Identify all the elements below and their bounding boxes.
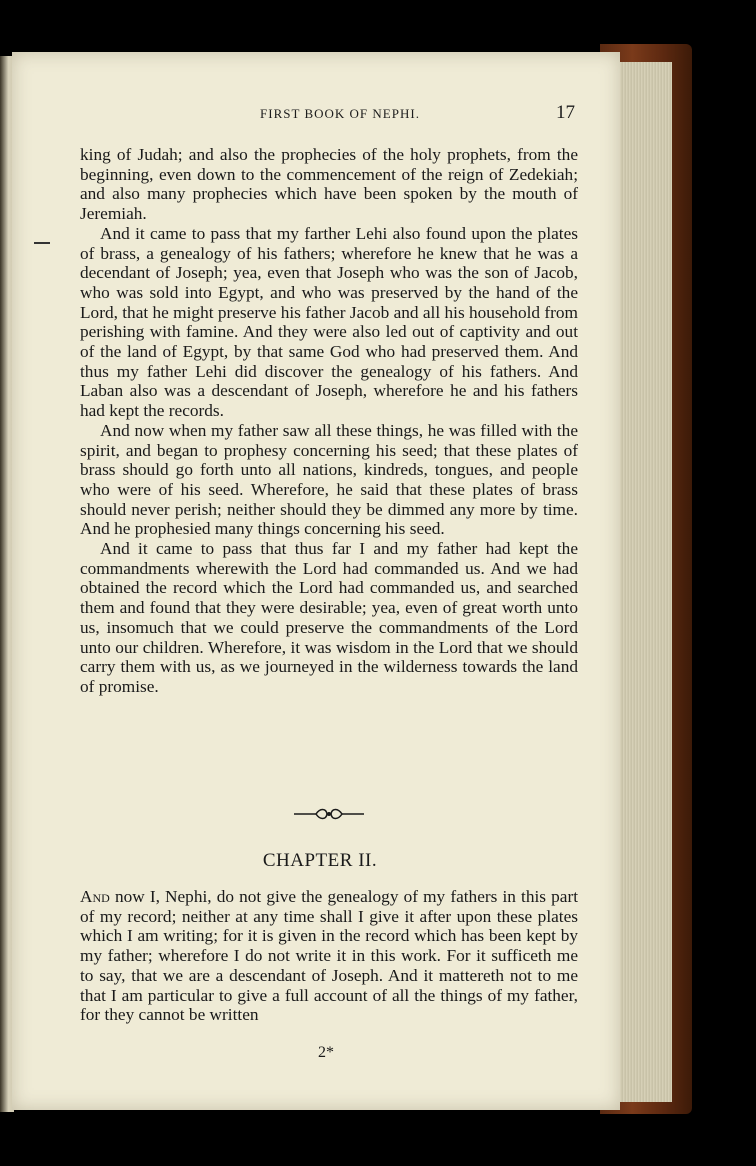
page-number: 17 <box>556 102 575 123</box>
paragraph <box>80 887 578 1025</box>
opening-word: And <box>80 887 110 906</box>
chapter-text <box>80 887 578 1025</box>
body-text <box>80 145 578 697</box>
margin-mark <box>34 242 50 244</box>
page-edges <box>612 62 672 1102</box>
paragraph: And it came to pass that thus far I and my father had kept the commandments wherewith the Lord had commanded us. And we had obtained the record which the Lord had commanded us, and searched them and found that they were desirable; yea, even of great worth unto us, insomuch that we could preserve the commandments of the Lord unto our children. Wherefore, it was wisdom in the Lord that we should carry them with us, as we journeyed in the wilderness towards the land of promise. <box>80 539 578 696</box>
running-head: FIRST BOOK OF NEPHI. <box>260 106 420 121</box>
opening-rest: now I, Nephi, do not give the genealogy of my fathers in this part of my record; neither at any time shall I give it after upon these plates which I am writing; for it is given in the record which has been kept by my father; wherefore I do not write it in this work. For it sufficeth me to say, that we are a descendant of Joseph. And it mattereth not to me that I am particular to give a full account of all the things of my father, for they cannot be written <box>80 887 578 1025</box>
ornament-divider <box>292 806 366 822</box>
chapter-heading: CHAPTER II. <box>262 850 378 871</box>
signature-mark: 2* <box>318 1044 334 1061</box>
paragraph: And it came to pass that my farther Lehi also found upon the plates of brass, a genealogy of his fathers; wherefore he knew that he was a decendant of Joseph; yea, even that Joseph who was the son of Jacob, who was sold into Egypt, and who was preserved by the hand of the Lord, that he might preserve his father Jacob and all his household from perishing with famine. And they were also led out of captivity and out of the land of Egypt, by that same God who had preserved them. And thus my father Lehi did discover the genealogy of his fathers. And Laban also was a descendant of Joseph, wherefore he and his fathers had kept the records. <box>80 223 578 421</box>
paragraph: king of Judah; and also the prophecies of the holy prophets, from the beginning, even down to the commencement of the reign of Zedekiah; and also many prophecies which have been spoken by the mouth of Jeremiah. <box>80 145 578 224</box>
paragraph: And now when my father saw all these things, he was filled with the spirit, and began to prophesy concerning his seed; that these plates of brass should go forth unto all nations, kindreds, tongues, and people who were of his seed. Wherefore, he said that these plates of brass should never perish; neither should they be dimmed any more by time. And he prophesied many things concerning his seed. <box>80 420 578 539</box>
